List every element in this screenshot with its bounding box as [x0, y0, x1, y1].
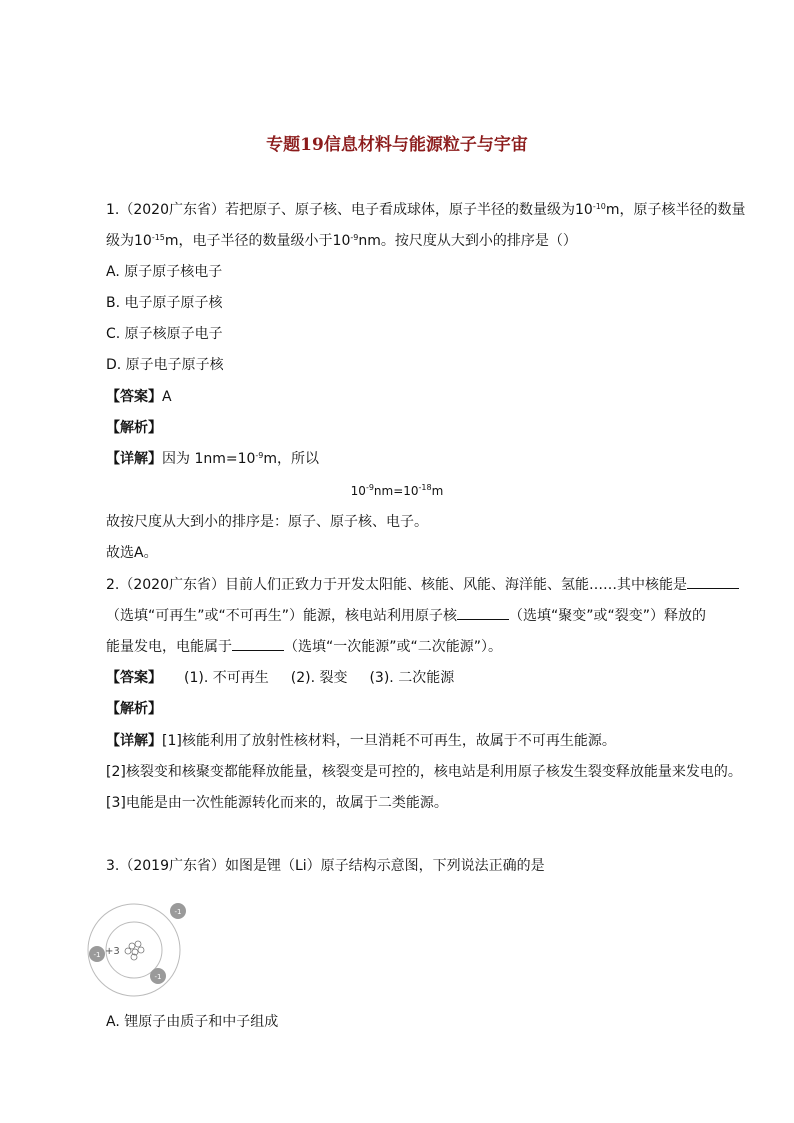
q2-detail-3: [3]电能是由一次性能源转化而来的，故属于二类能源。 — [106, 795, 448, 811]
q2-analysis-label: 【解析】 — [106, 701, 162, 717]
q2-stem-line2: （选填“可再生”或“不可再生”）能源，核电站利用原子核 （选填“聚变”或“裂变”）释放的 — [106, 608, 707, 624]
q1-option-a: A. 原子原子核电子 — [106, 264, 223, 280]
q2-blank-1[interactable] — [687, 576, 739, 589]
q1-formula: $10^{-9}nm=10^{-18}m$ — [350, 483, 444, 498]
q2-detail-2: [2]核裂变和核聚变都能释放能量，核裂变是可控的，核电站是利用原子核发生裂变释放能量来发电的。 — [106, 764, 742, 780]
q1-conclusion: 故按尺度从大到小的排序是：原子、原子核、电子。 — [106, 514, 428, 530]
q2-blank-2[interactable] — [457, 607, 509, 620]
q1-option-d: D. 原子电子原子核 — [106, 357, 224, 373]
q2-blank-3[interactable] — [232, 638, 284, 651]
q1-detail: 【详解】因为 $1nm=10^{-9}m$，所以 — [106, 451, 320, 467]
nucleus — [125, 941, 144, 960]
q2-detail-1: 【详解】[1]核能利用了放射性核材料，一旦消耗不可再生，故属于不可再生能源。 — [106, 733, 616, 749]
page-title: 专题19信息材料与能源粒子与宇宙 — [266, 135, 528, 155]
q3-stem: 3.（2019广东省）如图是锂（Li）原子结构示意图，下列说法正确的是 — [106, 858, 545, 874]
nucleus-charge-label: +3 — [105, 946, 120, 957]
q2-stem-line3: 能量发电，电能属于 （选填“一次能源”或“二次能源”）。 — [106, 639, 503, 655]
q1-analysis-label: 【解析】 — [106, 420, 162, 436]
q1-stem-line1: 1.（2020广东省）若把原子、原子核、电子看成球体，原子半径的数量级为$10^{-10}m$，原子核半径的数量 — [106, 202, 746, 218]
electron-2 — [89, 946, 105, 962]
electron-1 — [170, 903, 186, 919]
q1-answer: 【答案】A — [106, 389, 172, 405]
lithium-atom-diagram — [82, 898, 194, 998]
q1-stem-line2: 级为$10^{-15}m$，电子半径的数量级小于$10^{-9}nm$。按尺度从大到小的排序是（） — [106, 233, 577, 249]
q2-stem-line1: 2.（2020广东省）目前人们正致力于开发太阳能、核能、风能、海洋能、氢能……其中核能是 — [106, 575, 739, 595]
q1-option-b: B. 电子原子原子核 — [106, 295, 223, 311]
electron-3 — [150, 968, 166, 984]
svg-text:-1: -1 — [93, 951, 101, 959]
q3-option-a: A. 锂原子由质子和中子组成 — [106, 1014, 279, 1030]
q2-answer: 【答案】 (1). 不可再生 (2). 裂变 (3). 二次能源 — [106, 670, 455, 686]
q1-choose: 故选A。 — [106, 545, 158, 561]
svg-text:-1: -1 — [154, 973, 162, 981]
q1-option-c: C. 原子核原子电子 — [106, 326, 223, 342]
svg-text:-1: -1 — [174, 908, 182, 916]
